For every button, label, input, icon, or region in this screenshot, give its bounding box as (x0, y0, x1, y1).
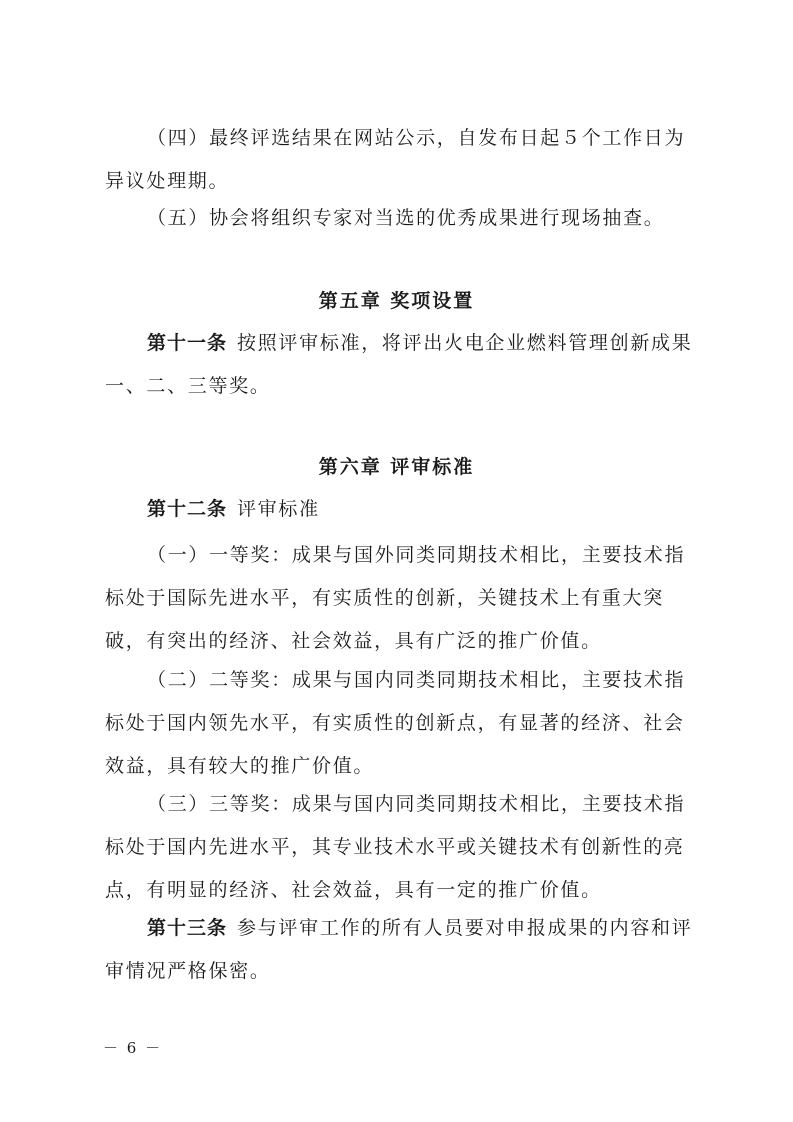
award-second-class: （二）二等奖：成果与国内同类同期技术相比，主要技术指标处于国内领先水平，有实质性的创新点，有显著的经济、社会效益，具有较大的推广价值。 (105, 669, 686, 777)
article-12-label: 第十二条 (147, 498, 228, 520)
article-13-text: 参与评审工作的所有人员要对申报成果的内容和评审情况严格保密。 (105, 917, 693, 982)
award-third-class: （三）三等奖：成果与国内同类同期技术相比，主要技术指标处于国内先进水平，其专业技术水平或关键技术有创新性的亮点，有明显的经济、社会效益，具有一定的推广价值。 (105, 793, 686, 901)
chapter-5-heading: 第五章 奖项设置 (318, 290, 475, 312)
paragraph-item-4: （四）最终评选结果在网站公示，自发布日起５个工作日为异议处理期。 (105, 127, 686, 192)
article-11 (105, 322, 693, 408)
article-13 (105, 907, 693, 993)
paragraph-item-5: （五）协会将组织专家对当选的优秀成果进行现场抽查。 (147, 207, 665, 229)
article-13-label: 第十三条 (147, 917, 228, 939)
article-12 (105, 488, 693, 531)
article-11-label: 第十一条 (147, 332, 228, 354)
chapter-6-heading: 第六章 评审标准 (318, 456, 475, 478)
article-12-text: 评审标准 (237, 498, 320, 520)
article-11-text: 按照评审标准，将评出火电企业燃料管理创新成果一、二、三等奖。 (105, 332, 693, 397)
page-number: － 6 － (103, 1039, 163, 1057)
award-first-class: （一）一等奖：成果与国外同类同期技术相比，主要技术指标处于国际先进水平，有实质性的创新，关键技术上有重大突破，有突出的经济、社会效益，具有广泛的推广价值。 (105, 544, 686, 652)
